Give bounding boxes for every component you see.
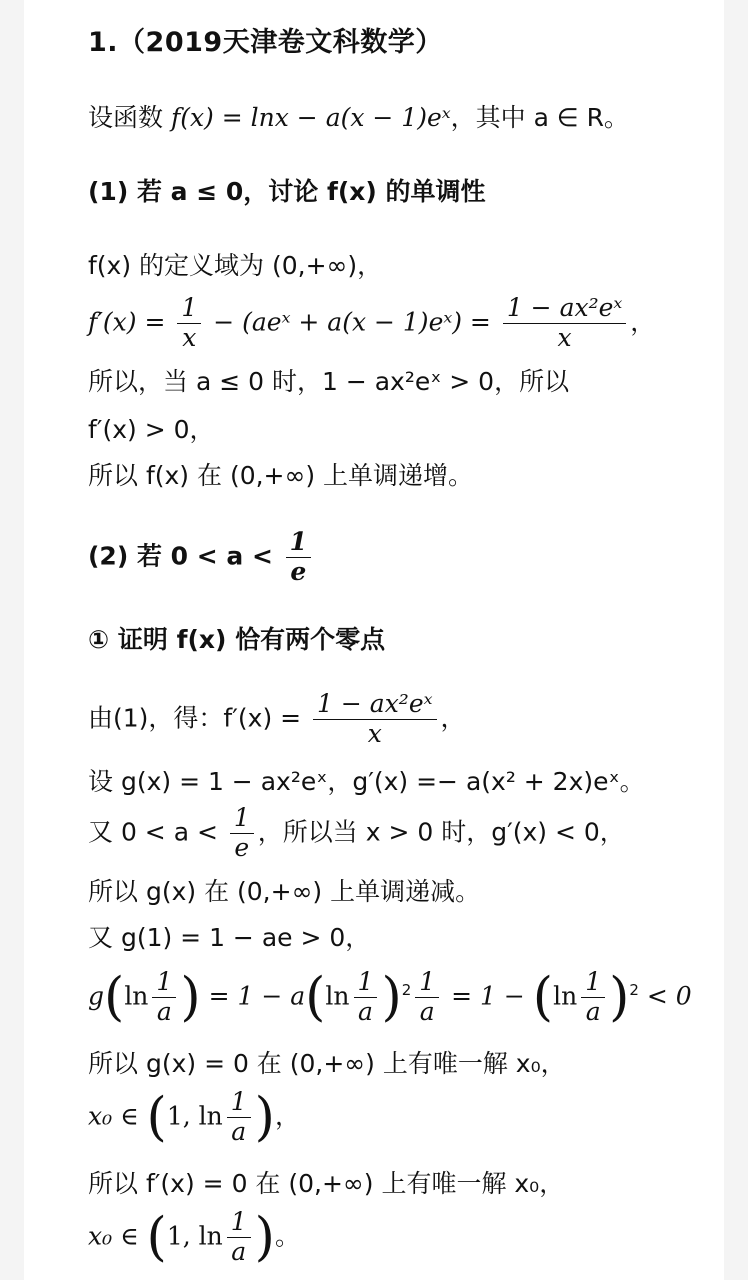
fraction-1-over-e-2: $\frac{1}{e}$ — [230, 804, 254, 863]
fraction-1-over-e: $\frac{1}{e}$ — [286, 528, 311, 587]
part2-subheading: ① 证明 f(x) 恰有两个零点 — [88, 625, 386, 654]
x0-interval-line-1: x₀ ∈ (1, ln $\frac{1}{a}$ )， — [88, 1087, 300, 1148]
define-g-line: 设 g(x) = 1 − ax²eˣ，g′(x) =− a(x² + 2x)eˣ。 — [88, 767, 645, 796]
fraction-derivative-2: $\frac{\text{1 − ax²eˣ}}{x}$ — [313, 690, 436, 749]
from-part1-line: 由(1)，得：f′(x) = $\frac{\text{1 − ax²eˣ}}{x}$ ， — [88, 689, 466, 748]
conclusion-increasing: 所以 f(x) 在 (0,+∞) 上单调递增。 — [88, 461, 474, 490]
g-prime-negative-line: 又 0 < a < $\frac{1}{e}$ ，所以当 x > 0 时，g′(x) < 0， — [88, 803, 625, 862]
domain-line: f(x) 的定义域为 (0,+∞)， — [88, 251, 383, 280]
fraction-derivative: $\frac{\text{1 − ax²eˣ}}{x}$ — [503, 294, 626, 353]
g-of-ln-line: g(ln $\frac{1}{a}$ ) = 1 − a(ln $\frac{1}{a}$ )$^2$ $\frac{1}{a}$ = 1 − (ln $\frac{1}{a}$ )$^2$ < 0 — [88, 967, 692, 1028]
document-page — [24, 0, 724, 1280]
sign-line: 所以，当 a ≤ 0 时，1 − ax²eˣ > 0，所以 — [88, 367, 570, 396]
x0-interval-line-2: x₀ ∈ (1, ln $\frac{1}{a}$ )。 — [88, 1207, 300, 1268]
fraction-1-over-x: $\frac{1}{x}$ — [177, 294, 201, 353]
derivative-line: f′(x) = $\frac{1}{x}$ − (aeˣ + a(x − 1)eˣ) = $\frac{\text{1 − ax²eˣ}}{x}$ ， — [88, 293, 656, 352]
part2-heading: (2) 若 0 < a < $\frac{1}{e}$ — [88, 528, 315, 587]
unique-root-fprime-line: 所以 f′(x) = 0 在 (0,+∞) 上有唯一解 x₀， — [88, 1169, 565, 1198]
problem-statement: 设函数 f(x) = lnx − a(x − 1)eˣ，其中 a ∈ R。 — [88, 103, 629, 132]
g-of-1-line: 又 g(1) = 1 − ae > 0， — [88, 923, 371, 952]
part1-heading: (1) 若 a ≤ 0，讨论 f(x) 的单调性 — [88, 177, 486, 206]
unique-root-g-line: 所以 g(x) = 0 在 (0,+∞) 上有唯一解 x₀， — [88, 1049, 566, 1078]
derivative-positive-line: f′(x) > 0， — [88, 415, 215, 444]
problem-title: 1.（2019天津卷文科数学） — [88, 27, 443, 58]
g-decreasing-line: 所以 g(x) 在 (0,+∞) 上单调递减。 — [88, 877, 481, 906]
